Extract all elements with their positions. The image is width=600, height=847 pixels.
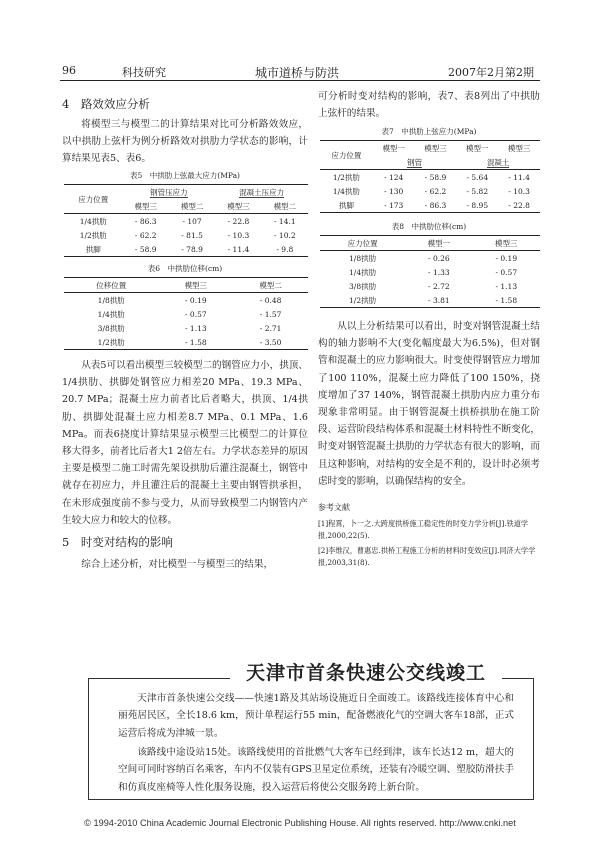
table7: 应力位置 模型一 模型三 模型一 模型三 钢管 混凝土 1/2拱肋 - 124 - 58.9 - 5.64 - 11.4 1/4拱肋 - 130 - 62.2 - 5.82 - 10.3 拱脚 - 173 - 86.3 - 8.95 - 22.8 — [320, 140, 540, 213]
table6-caption: 表6 中拱肋位移(cm) — [147, 264, 223, 273]
section4-heading: 4 路效效应分析 — [62, 97, 150, 111]
left-paragraph-2: 从表5可以看出模型三较模型二的钢管应力小，拱顶、1/4拱肋、拱脚处钢管应力相差20 MPa、19.3 MPa、20.7 MPa；混凝土应力前者比后者略大，拱顶、1/4拱肋、拱脚处混凝土应力相差8.7 MPa、0.1 MPa、1.6 MPa。而表6挠度计算结果显示模型三比模型二的计算位移大得多，前者比后者大1 2倍左右。力学状态差异的原因主要是模型二施工时需先架设拱肋后灌注混凝土，钢管中就存在初应力，并且灌注后的混凝土主要由钢管拱承担，在未形成强度前不参与受力，从而导致模型二内钢管内产生较大应力和较大的位移。 — [62, 360, 308, 526]
table-row: 1/2拱肋 - 62.2 - 81.5 - 10.3 - 10.2 — [79, 230, 296, 240]
column-name: 科技研究 — [122, 66, 166, 79]
section5-heading: 5 时变对结构的影响 — [62, 535, 173, 549]
table7-row-header: 应力位置 — [320, 141, 373, 170]
table-row: 1/4拱肋 - 86.3 - 107 - 22.8 - 14.1 — [79, 216, 296, 226]
news-paragraph-2: 该路线中途设站15处。该路线使用的首批燃气大客车已经到津，该车长达12 m，超大的空间可同时容纳百名乘客，车内不仅装有GPS卫星定位系统，还装有冷暖空调、塑胶防滑扶手和仿真皮座椅等人性化服务设施，投入运营后将使公交服务跨上新台阶。 — [118, 747, 514, 793]
reference-item: [1]程霄，卜一之.大跨度拱桥施工稳定性的时变力学分析[J].铁道学报,2000,22(5). — [318, 519, 529, 540]
table-row: 拱脚 - 173 - 86.3 - 8.95 - 22.8 — [320, 198, 540, 213]
table8: 应力位置 模型一 模型三 1/8拱肋 - 0.26 - 0.19 1/4拱肋 - 1.33 - 0.57 3/8拱肋 - 2.72 - 1.13 1/2拱肋 - 3.81 - 1.58 — [320, 235, 540, 308]
left-paragraph-1: 将模型三与模型二的计算结果对比可分析路效效应，以中拱肋上弦杆为例分析路效对拱肋力学状态的影响，计算结果见表5、表6。 — [62, 119, 308, 165]
table5: 应力位置 钢管压应力 混凝土压应力 模型三 模型二 模型三 模型二 1/4拱肋 - 86.3 - 107 - 22.8 - 14.1 1/2拱肋 - 62.2 - 81.5 - 10.3 - 10.2 拱脚 - 58.9 - 78.9 - 11.4 - 9.8 — [64, 184, 308, 257]
table-row: 1/4拱肋 - 1.33 - 0.57 — [349, 267, 518, 277]
table8-caption: 表8 中拱肋位移(cm) — [391, 222, 467, 231]
table-row: 拱脚 - 58.9 - 78.9 - 11.4 - 9.8 — [64, 242, 308, 257]
issue-info: 2007年2月第2期 — [448, 66, 534, 79]
table-row: 1/2拱肋 - 1.58 - 3.50 — [64, 335, 308, 350]
news-title: 天津市首条快速公交线竣工 — [230, 658, 502, 685]
references-heading: 参考文献 — [318, 503, 350, 512]
page-number: 96 — [62, 64, 76, 77]
table5-group-a: 钢管压应力 — [150, 187, 188, 197]
table7-caption: 表7 中拱肋上弦应力(MPa) — [381, 127, 477, 136]
table5-row-header: 应力位置 — [64, 185, 123, 214]
left-paragraph-3: 综合上述分析，对比模型一与模型三的结果， — [81, 559, 274, 570]
table7-group-b: 混凝土 — [486, 157, 510, 167]
reference-item: [2]李维汉，曹惠忠.拱桥工程施工分析的材料时变效应[J].同济大学学报,2003,31(8). — [318, 546, 536, 567]
table7-group-a: 钢管 — [407, 157, 423, 167]
journal-title: 城市道桥与防洪 — [255, 66, 340, 80]
table-row: 1/8拱肋 - 0.26 - 0.19 — [349, 253, 518, 263]
table-row: 3/8拱肋 - 1.13 - 2.71 — [97, 323, 282, 333]
table-row: 1/2拱肋 - 124 - 58.9 - 5.64 - 11.4 — [332, 172, 530, 182]
copyright-footer: © 1994-2010 China Academic Journal Electronic Publishing House. All rights reserved. http://www.cnki.net — [84, 818, 516, 828]
news-paragraph-1: 天津市首条快速公交线——快速1路及其站场设施近日全面竣工。该路线连接体育中心和丽苑居民区，全长18.6 km，预计单程运行55 min，配备燃液化气的空调大客车18部，正式运营后将成为津城一景。 — [118, 693, 514, 739]
table-row: 1/4拱肋 - 0.57 - 1.57 — [97, 309, 282, 319]
table-row: 3/8拱肋 - 2.72 - 1.13 — [349, 281, 518, 291]
table6: 位移位置 模型三 模型二 1/8拱肋 - 0.19 - 0.48 1/4拱肋 - 0.57 - 1.57 3/8拱肋 - 1.13 - 2.71 1/2拱肋 - 1.58 - 3.50 — [64, 277, 308, 350]
table-row: 1/4拱肋 - 130 - 62.2 - 5.82 - 10.3 — [332, 186, 530, 196]
table5-caption: 表5 中拱肋上弦最大应力(MPa) — [130, 171, 240, 180]
header-rule — [60, 80, 540, 81]
table5-group-b: 混凝土压应力 — [239, 187, 285, 197]
right-paragraph-1: 可分析时变对结构的影响，表7、表8列出了中拱肋上弦杆的结果。 — [318, 91, 540, 120]
table-row: 1/8拱肋 - 0.19 - 0.48 — [97, 295, 282, 305]
table-row: 1/2拱肋 - 3.81 - 1.58 — [320, 293, 540, 308]
right-paragraph-2: 从以上分析结果可以看出，时变对钢管混凝土结构的轴力影响不大(变化幅度最大为6.5%)，但对钢管和混凝土的应力影响很大。时变使得钢管应力增加了100 110%，混凝土应力降低了100 150%，挠度增加了37 140%，钢管混凝土拱肋内应力重分布现象非常明显。由于钢管混凝土拱桥拱肋在施工阶段、运营阶段结构体系和混凝土材料特性不断变化，时变对钢管混凝土拱肋的力学状态有很大的影响，而且这种影响，对结构的安全是不利的，设计时必须考虑时变的影响，以确保结构的安全。 — [318, 321, 540, 487]
